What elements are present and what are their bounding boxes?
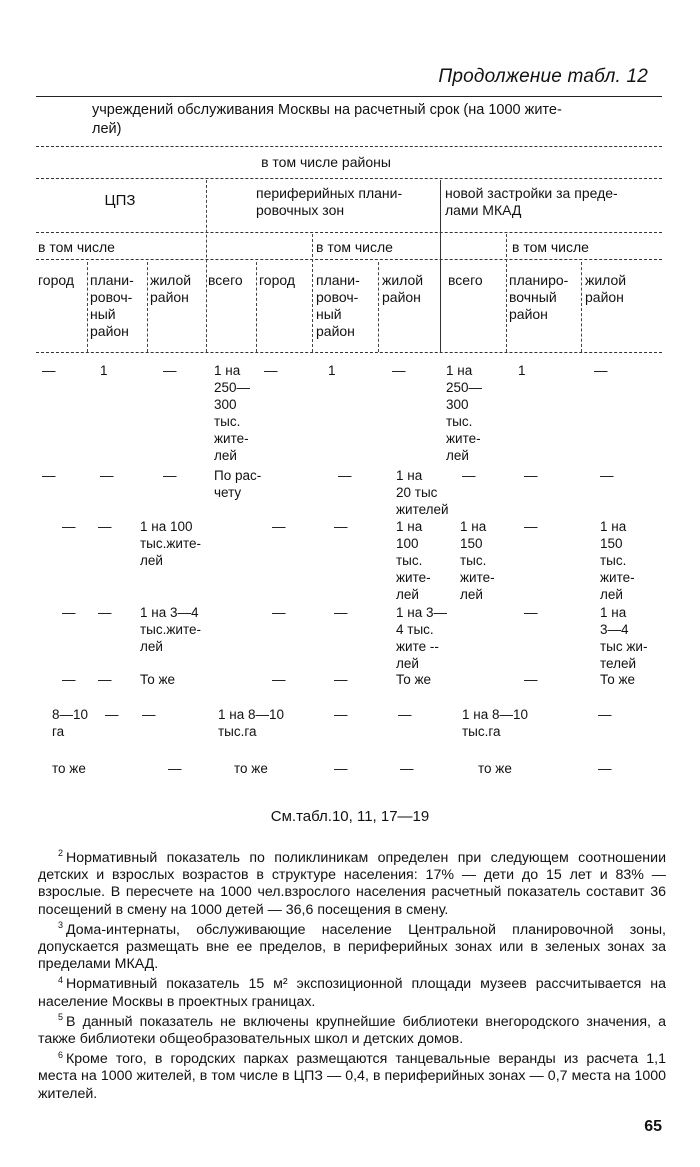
table-cell: — — [272, 519, 286, 534]
table-cell: — — [334, 707, 348, 722]
table-cell: — — [594, 363, 608, 378]
rule-v-3 — [256, 262, 257, 352]
table-cell: То же — [140, 672, 175, 687]
rule-h2 — [36, 178, 662, 179]
header-cpz: ЦПЗ — [104, 192, 136, 209]
rule-h5 — [36, 352, 662, 353]
table-cell: По рас- чету — [214, 468, 262, 500]
table-cell: — — [598, 761, 612, 776]
top-rule — [36, 96, 662, 97]
table-cell: 1 на 3—4 тыс жи- телей — [600, 605, 648, 671]
table-cell: — — [272, 605, 286, 620]
table-caption: учреждений обслуживания Москвы на расчетный срок (на 1000 жите- лей) — [92, 102, 562, 137]
table-cell: — — [598, 707, 612, 722]
table-reference: См.табл.10, 11, 17—19 — [270, 808, 430, 825]
table-cell: — — [62, 605, 76, 620]
col-plan-1: плани- ровоч- ный район — [90, 272, 134, 339]
table-cell: 8—10 га — [52, 707, 89, 739]
table-cell: — — [524, 468, 538, 483]
footnote-number: 3 — [58, 920, 64, 931]
table-cell: — — [392, 363, 406, 378]
table-cell: — — [42, 363, 56, 378]
footnote — [38, 976, 666, 1010]
table-cell: То же — [600, 672, 635, 687]
table-cell: — — [338, 468, 352, 483]
table-cell: 1 на 8—10 тыс.га — [218, 707, 284, 739]
footnote-number: 4 — [58, 974, 64, 985]
table-cell: — — [272, 672, 286, 687]
footnotes — [38, 850, 666, 1106]
table-cell: — — [600, 468, 614, 483]
table-cell: — — [334, 605, 348, 620]
table-cell: — — [334, 519, 348, 534]
header-incl-peripheral: в том числе — [316, 239, 393, 255]
col-city-2: город — [259, 272, 296, 288]
page-number: 65 — [644, 1118, 662, 1135]
table-cell: — — [98, 672, 112, 687]
footnote-number: 6 — [58, 1049, 64, 1060]
rule-h1 — [36, 146, 662, 147]
footnote — [38, 1051, 666, 1103]
table-cell: — — [168, 761, 182, 776]
table-cell: — — [98, 519, 112, 534]
table-cell: 1 на 150 тыс. жите- лей — [600, 519, 635, 602]
table-cell: — — [98, 605, 112, 620]
table-cell: 1 на 250— 300 тыс. жите- лей — [446, 363, 483, 463]
col-total-2: всего — [208, 272, 243, 288]
header-incl-cpz: в том числе — [38, 239, 115, 255]
col-res-1: жилой район — [150, 272, 192, 305]
rule-v-5 — [378, 262, 379, 352]
col-plan-2: плани- ровоч- ный район — [316, 272, 360, 339]
rule-v-new — [440, 180, 441, 352]
table-cell: — — [142, 707, 156, 722]
footnote — [38, 1014, 666, 1048]
rule-v-7 — [581, 262, 582, 352]
table-cell: — — [264, 363, 278, 378]
footnote — [38, 922, 666, 974]
header-peripheral: периферийных плани- ровочных зон — [256, 185, 403, 218]
header-incl-new: в том числе — [512, 239, 589, 255]
table-cell: — — [163, 468, 177, 483]
rule-v-1 — [87, 262, 88, 352]
footnote-text: Кроме того, в городских парках размещаются танцевальные веранды из расчета 1,1 места на 1000 жителей, в том числе в ЦПЗ — 0,4, в периферийных зонах — 0,7 места на 1000 жителей. — [38, 1051, 666, 1102]
running-head: Продолжение табл. 12 — [438, 66, 648, 87]
rule-v-4 — [312, 234, 313, 352]
table-cell: 1 на 100 тыс. жите- лей — [396, 519, 431, 602]
table-cell: — — [398, 707, 412, 722]
footnote-text: Дома-интернаты, обслуживающие население Центральной планировочной зоны, допускается размещать вне ее пределов, в периферийных зонах или в зеленых зонах за пределами МКАД. — [38, 921, 666, 973]
footnote-number: 5 — [58, 1012, 64, 1023]
rule-h3 — [36, 232, 662, 233]
table-cell: — — [400, 761, 414, 776]
table-cell: — — [524, 672, 538, 687]
col-res-2: жилой район — [382, 272, 424, 305]
header-districts: в том числе районы — [261, 154, 391, 170]
table-cell: 1 на 150 тыс. жите- лей — [460, 519, 495, 602]
table-cell: 1 на 3— 4 тыс. жите -- лей — [396, 605, 447, 671]
header-new-development: новой застройки за преде- лами МКАД — [445, 185, 618, 218]
rule-v-6 — [506, 234, 507, 352]
table-cell: 1 на 3—4 тыс.жите- лей — [140, 605, 201, 654]
table-cell: то же — [478, 761, 512, 776]
table-cell: — — [524, 519, 538, 534]
table-cell: 1 на 100 тыс.жите- лей — [140, 519, 201, 568]
table-cell: — — [62, 672, 76, 687]
footnote-text: Нормативный показатель 15 м² экспозиционной площади музеев рассчитывается на население Москвы в проектных границах. — [38, 976, 666, 1010]
rule-v-2 — [147, 262, 148, 352]
table-cell: 1 — [100, 363, 108, 378]
rule-v-cpz — [206, 180, 207, 352]
col-plan-3: планиро- вочный район — [509, 272, 569, 322]
table-cell: — — [462, 468, 476, 483]
table-cell: — — [334, 761, 348, 776]
table-cell: — — [105, 707, 119, 722]
table-cell: 1 — [328, 363, 336, 378]
col-res-3: жилой район — [585, 272, 627, 305]
table-cell: То же — [396, 672, 431, 687]
footnote-text: В данный показатель не включены крупнейшие библиотеки внегородского значения, а также библиотеки общеобразовательных школ и детских домов. — [38, 1013, 666, 1048]
table-cell: 1 — [518, 363, 526, 378]
col-total-3: всего — [448, 272, 483, 288]
table-cell: — — [100, 468, 114, 483]
table-cell: 1 на 8—10 тыс.га — [462, 707, 528, 739]
table-cell: то же — [234, 761, 268, 776]
table-cell: 1 на 20 тыс жителей — [396, 468, 449, 517]
table-cell: 1 на 250— 300 тыс. жите- лей — [214, 363, 251, 463]
rule-h4 — [36, 259, 662, 260]
col-city-1: город — [38, 272, 75, 288]
table-cell: то же — [52, 761, 86, 776]
table-cell: — — [163, 363, 177, 378]
footnote — [38, 850, 666, 919]
table-cell: — — [42, 468, 56, 483]
table-cell: — — [334, 672, 348, 687]
table-cell: — — [62, 519, 76, 534]
table-cell: — — [524, 605, 538, 620]
footnote-number: 2 — [58, 848, 64, 859]
footnote-text: Нормативный показатель по поликлиникам определен при следующем соотношении детских и взрослых возрастов в структуре населения: 17% — дети до 15 лет и 83% — взрослые. В пересчете на 1000 чел.взрослого населения расчетный показатель составит 36 посещений в смену на 1000 детей — 36,6 посещения в смену. — [38, 850, 666, 918]
